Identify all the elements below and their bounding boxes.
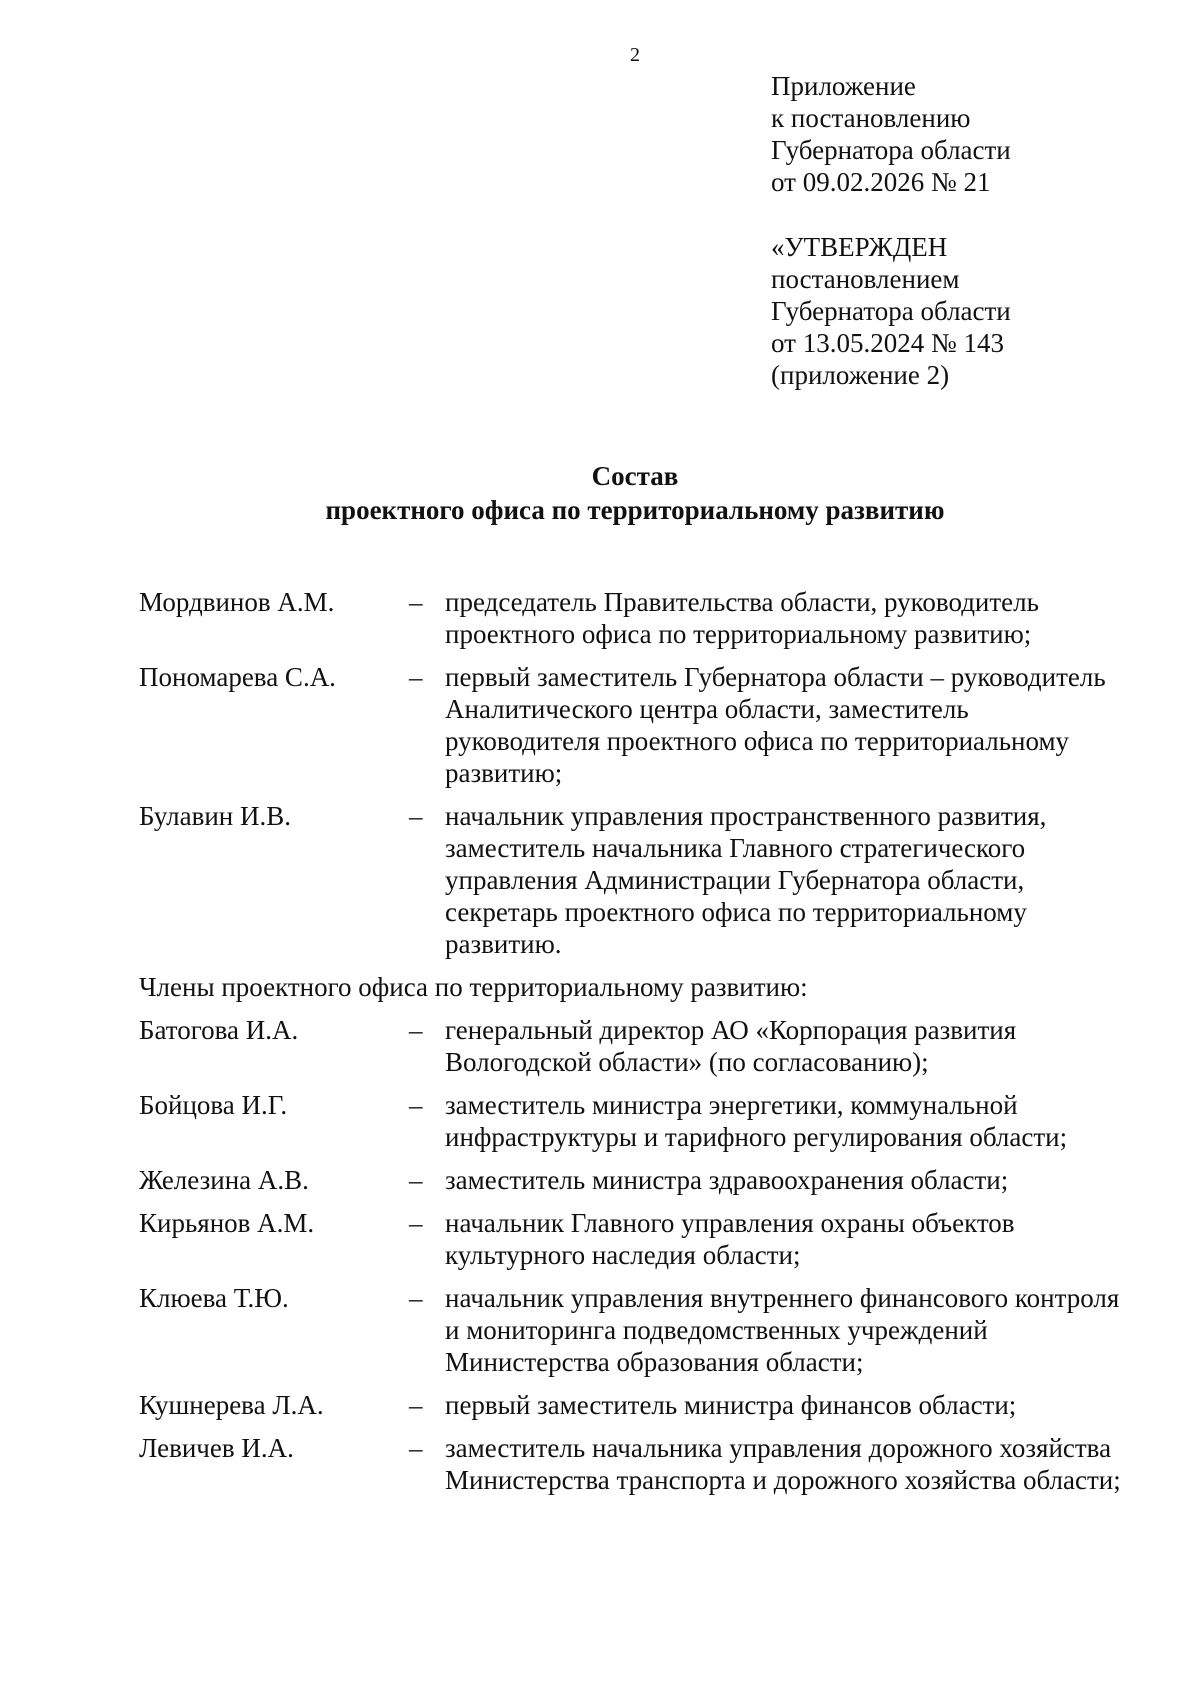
dash: – [409, 1433, 423, 1463]
attachment-line: от 09.02.2026 № 21 [771, 167, 991, 197]
dash: – [409, 1390, 423, 1420]
member-row [139, 1282, 1129, 1378]
member-name: Батогова И.А. [139, 1015, 299, 1045]
member-name: Бойцова И.Г. [139, 1090, 288, 1120]
member-description: председатель Правительства области, руководитель проектного офиса по территориальному развитию; [445, 587, 1039, 649]
page-number: 2 [630, 44, 640, 66]
document-title [0, 459, 1200, 527]
attachment-line: Губернатора области [771, 135, 1011, 165]
member-name: Клюева Т.Ю. [139, 1283, 289, 1313]
dash: – [409, 662, 423, 692]
member-row [139, 1014, 1129, 1078]
member-name: Левичев И.А. [139, 1433, 294, 1463]
approved-line: от 13.05.2024 № 143 [771, 328, 1004, 358]
member-name: Кирьянов А.М. [139, 1208, 315, 1238]
member-description: генеральный директор АО «Корпорация развития Вологодской области» (по согласованию); [445, 1015, 1017, 1077]
member-name: Железина А.В. [139, 1165, 309, 1195]
member-name: Мордвинов А.М. [139, 587, 335, 617]
spacer [771, 198, 1011, 231]
title-line-1: Состав [591, 461, 679, 491]
dash: – [409, 1208, 423, 1238]
dash: – [409, 1090, 423, 1120]
member-row [139, 1432, 1129, 1496]
member-description: заместитель начальника управления дорожного хозяйства Министерства транспорта и дорожного хозяйства области; [445, 1433, 1121, 1495]
member-row [139, 661, 1129, 789]
approved-line: «УТВЕРЖДЕН [771, 232, 948, 262]
members-list [139, 586, 1129, 1507]
dash: – [409, 1015, 423, 1045]
member-name: Пономарева С.А. [139, 662, 336, 692]
member-description: начальник управления внутреннего финансового контроля и мониторинга подведомственных учреждений Министерства образования области; [445, 1283, 1120, 1377]
attachment-line: Приложение [771, 71, 916, 101]
member-description: первый заместитель министра финансов области; [445, 1390, 1017, 1420]
member-row [139, 800, 1129, 960]
member-description: заместитель министра энергетики, коммунальной инфраструктуры и тарифного регулирования области; [445, 1090, 1068, 1152]
dash: – [409, 1165, 423, 1195]
approved-line: Губернатора области [771, 296, 1011, 326]
member-description: заместитель министра здравоохранения области; [445, 1165, 1009, 1195]
member-row [139, 1207, 1129, 1271]
member-name: Кушнерева Л.А. [139, 1390, 324, 1420]
attachment-block [771, 70, 1011, 391]
member-row [139, 1389, 1129, 1421]
member-row [139, 1089, 1129, 1153]
dash: – [409, 801, 423, 831]
dash: – [409, 587, 423, 617]
member-name: Булавин И.В. [139, 801, 292, 831]
approved-line: постановлением [771, 264, 960, 294]
member-description: начальник управления пространственного развития, заместитель начальника Главного стратегического управления Администрации Губернатора области, секретарь проектного офиса по территориальному развитию. [445, 801, 1047, 959]
member-row [139, 1164, 1129, 1196]
dash: – [409, 1283, 423, 1313]
member-description: первый заместитель Губернатора области – руководитель Аналитического центра области, заместитель руководителя проектного офиса по территориальному развитию; [445, 662, 1106, 788]
member-description: начальник Главного управления охраны объектов культурного наследия области; [445, 1208, 1015, 1270]
title-line-2: проектного офиса по территориальному развитию [325, 495, 945, 525]
member-row [139, 586, 1129, 650]
attachment-line: к постановлению [771, 103, 971, 133]
approved-line: (приложение 2) [771, 360, 950, 390]
members-section-label: Члены проектного офиса по территориальному развитию: [139, 972, 808, 1002]
